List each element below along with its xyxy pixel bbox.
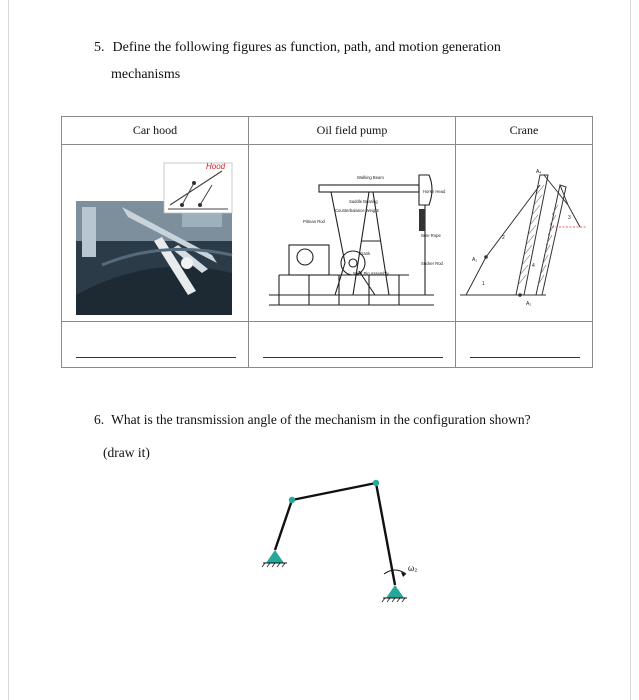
ground-pivot-left xyxy=(262,550,287,567)
crane-label-a1: A₁ xyxy=(472,257,478,263)
joint-right xyxy=(373,480,379,486)
answer-blank-crane[interactable] xyxy=(470,357,580,358)
crane-label-3: 3 xyxy=(568,215,571,221)
crane-label-a4: A₄ xyxy=(536,169,542,175)
label-counterbalance: Counterbalance Weight xyxy=(335,208,379,213)
hood-label: Hood xyxy=(206,162,226,171)
answer-cell-car-hood xyxy=(62,322,249,368)
omega-label: ω₂ xyxy=(408,564,418,573)
car-hood-image-cell xyxy=(62,145,249,322)
crane-label-1: 1 xyxy=(482,281,485,287)
crane-diagram xyxy=(456,145,596,321)
crane-label-4: 4 xyxy=(532,263,535,269)
label-wrist-pin: Wrist Pin Assembly xyxy=(353,271,389,276)
ground-pivot-right xyxy=(382,585,407,602)
label-wire-rope: Wire Rope xyxy=(421,233,441,238)
page-right-border xyxy=(630,0,631,700)
header-car-hood: Car hood xyxy=(62,117,249,145)
link-coupler xyxy=(292,483,376,500)
question-6-prompt: What is the transmission angle of the mechanism in the configuration shown? xyxy=(111,412,531,427)
header-oil-field-pump: Oil field pump xyxy=(249,117,456,145)
label-pitman-rod: Pitman Rod xyxy=(303,219,325,224)
answer-cell-crane xyxy=(456,322,593,368)
car-hood-image xyxy=(62,145,248,321)
oil-pump-diagram xyxy=(249,145,455,321)
four-bar-mechanism xyxy=(250,470,450,610)
question-6-instruction: (draw it) xyxy=(103,445,150,460)
question-6-number: 6. xyxy=(94,412,105,427)
page-left-border xyxy=(8,0,9,700)
label-crank: Crank xyxy=(359,251,371,256)
label-saddle-bearing: Saddle Bearing xyxy=(349,199,378,204)
question-5-number: 5. xyxy=(94,40,105,55)
crane-label-2: 2 xyxy=(502,235,505,241)
table-header-row xyxy=(62,117,593,145)
header-crane: Crane xyxy=(456,117,593,145)
table-image-row xyxy=(62,145,593,322)
question-5-text-continued: mechanisms xyxy=(111,67,181,82)
label-walking-beam: Walking Beam xyxy=(357,175,384,180)
link-right xyxy=(376,483,395,585)
question-5-prompt: Define the following figures as function, path, and motion generation xyxy=(112,40,501,55)
table-answer-row xyxy=(62,322,593,368)
crane-label-a2: A₂ xyxy=(526,301,532,307)
answer-cell-oil-pump xyxy=(249,322,456,368)
label-horse-head: Horse Head xyxy=(423,189,446,194)
mechanism-table xyxy=(61,116,593,368)
joint-left xyxy=(289,497,295,503)
answer-blank-car-hood[interactable] xyxy=(76,357,236,358)
crane-image-cell xyxy=(456,145,593,322)
label-sucker-rod: Sucker Rod xyxy=(421,261,443,266)
question-5-text xyxy=(94,40,501,56)
link-left xyxy=(275,500,292,550)
question-6-text xyxy=(94,412,531,428)
oil-pump-image-cell xyxy=(249,145,456,322)
answer-blank-oil-pump[interactable] xyxy=(263,357,443,358)
